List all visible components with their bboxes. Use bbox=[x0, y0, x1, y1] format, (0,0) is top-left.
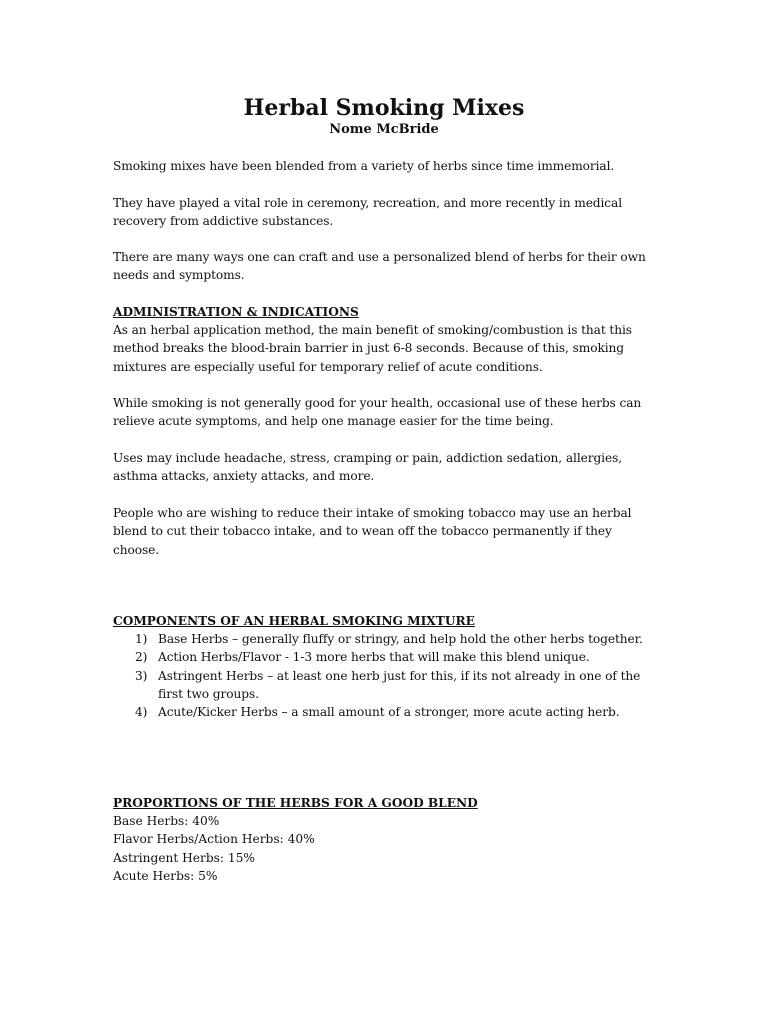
list-item-number: 3) bbox=[135, 668, 148, 683]
document-title: Herbal Smoking Mixes bbox=[243, 95, 525, 121]
admin-paragraph-2: While smoking is not generally good for your health, occasional use of these herbs can relieve acute symptoms, and help one manage easier for the time being. bbox=[113, 396, 642, 429]
list-item-number: 1) bbox=[135, 632, 148, 646]
intro-paragraph-1: Smoking mixes have been blended from a variety of herbs since time immemorial. bbox=[113, 159, 615, 173]
intro-paragraph-3: There are many ways one can craft and use a personalized blend of herbs for their own needs and symptoms. bbox=[113, 250, 646, 283]
document-author: Nome McBride bbox=[329, 122, 439, 137]
proportion-value: 15% bbox=[227, 850, 255, 865]
list-item-number: 2) bbox=[135, 650, 148, 665]
proportion-label: Base Herbs: bbox=[113, 814, 189, 828]
proportion-row bbox=[113, 867, 658, 885]
list-item bbox=[113, 630, 658, 648]
list-item-text: Action Herbs/Flavor - 1-3 more herbs that will make this blend unique. bbox=[158, 650, 590, 665]
components-list bbox=[113, 630, 658, 721]
admin-paragraph-1: As an herbal application method, the main benefit of smoking/combustion is that this method breaks the blood-brain barrier in just 6-8 seconds. Because of this, smoking mixtures are especially useful for temporary relief of acute conditions. bbox=[113, 323, 632, 374]
list-item-number: 4) bbox=[135, 705, 148, 720]
proportion-value: 5% bbox=[198, 868, 218, 883]
list-item-text: Astringent Herbs – at least one herb just for this, if its not already in one of the first two groups. bbox=[158, 668, 641, 701]
proportion-label: Flavor Herbs/Action Herbs: bbox=[113, 832, 284, 847]
proportion-label: Acute Herbs: bbox=[113, 868, 195, 883]
list-item bbox=[113, 703, 658, 721]
intro-paragraph-2: They have played a vital role in ceremony, recreation, and more recently in medical recovery from addictive substances. bbox=[113, 196, 622, 229]
proportion-row bbox=[113, 830, 658, 848]
proportion-row bbox=[113, 849, 658, 867]
list-item-text: Acute/Kicker Herbs – a small amount of a stronger, more acute acting herb. bbox=[158, 705, 620, 720]
admin-paragraph-4: People who are wishing to reduce their intake of smoking tobacco may use an herbal blend to cut their tobacco intake, and to wean off the tobacco permanently if they choose. bbox=[113, 506, 632, 557]
proportion-value: 40% bbox=[192, 814, 220, 828]
proportions-list bbox=[113, 812, 658, 885]
section-heading-proportions: PROPORTIONS OF THE HERBS FOR A GOOD BLEND bbox=[113, 796, 478, 810]
list-item bbox=[113, 667, 658, 704]
section-heading-components: COMPONENTS OF AN HERBAL SMOKING MIXTURE bbox=[113, 614, 475, 628]
proportion-label: Astringent Herbs: bbox=[113, 850, 224, 865]
list-item-text: Base Herbs – generally fluffy or stringy, and help hold the other herbs together. bbox=[158, 632, 643, 646]
proportion-row bbox=[113, 812, 658, 830]
list-item bbox=[113, 648, 658, 666]
proportion-value: 40% bbox=[287, 832, 315, 847]
section-heading-administration: ADMINISTRATION & INDICATIONS bbox=[113, 305, 359, 319]
admin-paragraph-3: Uses may include headache, stress, cramping or pain, addiction sedation, allergies, asthma attacks, anxiety attacks, and more. bbox=[113, 451, 622, 484]
